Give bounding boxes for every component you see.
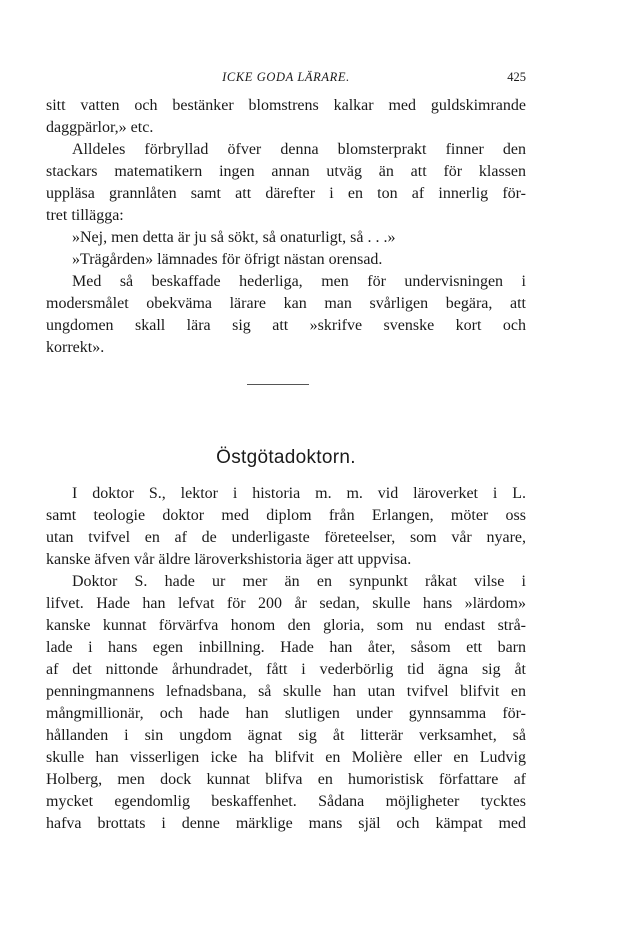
text-line: tret tillägga: bbox=[46, 207, 124, 224]
text-line: »Trägården» lämnades för öfrigt nästan orensad. bbox=[72, 251, 383, 268]
text-line: Med så beskaffade hederliga, men för undervisningen i bbox=[72, 273, 526, 290]
text-line: kanske kunnat förvärfva honom den gloria, som nu endast strå- bbox=[46, 617, 526, 634]
text-line: mångmillionär, och hade han slutligen under gynnsamma för- bbox=[46, 705, 526, 722]
page-number: 425 bbox=[507, 70, 526, 84]
page-header bbox=[46, 70, 526, 88]
text-line: sitt vatten och bestänker blomstrens kalkar med guldskimrande bbox=[46, 97, 526, 114]
bottom-paragraphs bbox=[46, 483, 526, 835]
text-line: modersmålet obekväma lärare kan man svårligen begära, att bbox=[46, 295, 526, 312]
text-line: daggpärlor,» etc. bbox=[46, 119, 154, 136]
text-line: samt teologie doktor med diplom från Erlangen, möter oss bbox=[46, 507, 526, 524]
section-divider bbox=[247, 384, 309, 385]
text-line: hafva brottats i denne märklige mans själ och kämpat med bbox=[46, 815, 526, 832]
text-line: stackars matematikern ingen annan utväg än att för klassen bbox=[46, 163, 526, 180]
text-line: Holberg, men dock kunnat blifva en humoristisk författare af bbox=[46, 771, 526, 788]
text-line: mycket egendomlig beskaffenhet. Sådana möjligheter tycktes bbox=[46, 793, 526, 810]
text-line: hållanden i sin ungdom ägnat sig åt litterär verksamhet, så bbox=[46, 727, 526, 744]
text-line: Alldeles förbryllad öfver denna blomsterprakt finner den bbox=[72, 141, 526, 158]
text-line: »Nej, men detta är ju så sökt, så onaturligt, så . . .» bbox=[72, 229, 396, 246]
text-line: lade i hans egen inbillning. Hade han åter, såsom ett barn bbox=[46, 639, 526, 656]
text-line: korrekt». bbox=[46, 339, 105, 356]
text-line: utan tvifvel en af de underligaste företeelser, som vår nyare, bbox=[46, 529, 526, 546]
text-line: penningmannens lefnadsbana, så skulle han utan tvifvel blifvit en bbox=[46, 683, 526, 700]
text-line: kanske äfven vår äldre läroverkshistoria äger att uppvisa. bbox=[46, 551, 412, 568]
text-line: lifvet. Hade han lefvat för 200 år sedan, skulle hans »lärdom» bbox=[46, 595, 526, 612]
text-line: skulle han visserligen icke ha blifvit en Molière eller en Ludvig bbox=[46, 749, 526, 766]
text-line: I doktor S., lektor i historia m. m. vid läroverket i L. bbox=[72, 485, 526, 502]
running-title: ICKE GODA LÄRARE. bbox=[222, 70, 350, 84]
section-title: Östgötadoktorn. bbox=[216, 447, 356, 468]
text-line: uppläsa grannlåten samt att därefter i en ton af innerlig för- bbox=[46, 185, 526, 202]
text-line: Doktor S. hade ur mer än en synpunkt råkat vilse i bbox=[72, 573, 526, 590]
text-line: af det nittonde århundradet, fått i vederbörlig tid ägna sig åt bbox=[46, 661, 526, 678]
top-paragraphs bbox=[46, 95, 526, 359]
text-line: ungdomen skall lära sig att »skrifve svenske kort och bbox=[46, 317, 526, 334]
